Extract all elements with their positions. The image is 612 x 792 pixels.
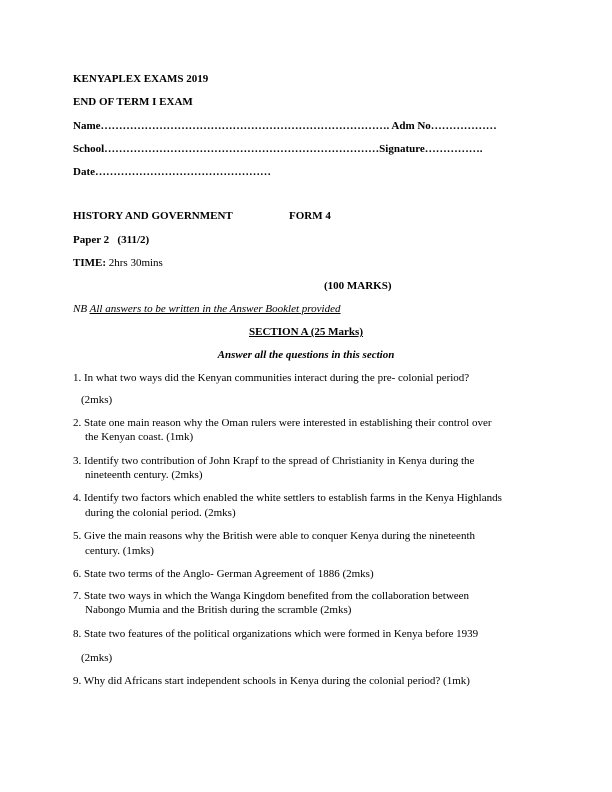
- question-2-continued: the Kenyan coast. (1mk): [85, 431, 194, 443]
- question-1: 1. In what two ways did the Kenyan communities interact during the pre- colonial period?: [73, 372, 470, 384]
- question-7: 7. State two ways in which the Wanga Kingdom benefited from the collaboration between: [73, 590, 470, 602]
- question-5: 5. Give the main reasons why the British were able to conquer Kenya during the nineteenth: [73, 530, 475, 542]
- total-marks: (100 MARKS): [324, 280, 392, 292]
- date-field-line: Date…………………………………………: [73, 166, 271, 178]
- question-8-marks: (2mks): [81, 652, 113, 664]
- nb-instruction: [73, 303, 340, 316]
- paper-number: [73, 234, 149, 247]
- question-3-continued: nineteenth century. (2mks): [85, 469, 203, 481]
- question-9: 9. Why did Africans start independent schools in Kenya during the colonial period? (1mk): [73, 675, 470, 687]
- question-5-continued: century. (1mks): [85, 545, 154, 557]
- question-4: 4. Identify two factors which enabled the white settlers to establish farms in the Kenya Highlands: [73, 492, 502, 504]
- nb-label: NB: [73, 303, 88, 315]
- question-8: 8. State two features of the political organizations which were formed in Kenya before 1939: [73, 628, 479, 640]
- section-title: SECTION A (25 Marks): [249, 326, 363, 338]
- school-field-line: School…………………………………………………………………Signature…………….: [73, 143, 483, 155]
- question-1-marks: (2mks): [81, 394, 113, 406]
- exam-term: END OF TERM I EXAM: [73, 96, 193, 108]
- name-field-line: Name……………………………………………………………………. Adm No………………: [73, 120, 497, 132]
- paper-code: (311/2): [117, 234, 150, 246]
- question-6: 6. State two terms of the Anglo- German Agreement of 1886 (2mks): [73, 568, 374, 580]
- time-label: TIME:: [73, 257, 106, 269]
- time-value: 2hrs 30mins: [108, 257, 163, 269]
- subject-title: HISTORY AND GOVERNMENT: [73, 210, 233, 222]
- time-allowed: [73, 257, 163, 270]
- paper-label: Paper 2: [73, 234, 110, 246]
- question-7-continued: Nabongo Mumia and the British during the scramble (2mks): [85, 604, 352, 616]
- section-instruction: Answer all the questions in this section: [217, 349, 395, 361]
- question-3: 3. Identify two contribution of John Krapf to the spread of Christianity in Kenya during the: [73, 455, 475, 467]
- form-label: FORM 4: [289, 210, 331, 222]
- exam-title: KENYAPLEX EXAMS 2019: [73, 73, 209, 85]
- question-4-continued: during the colonial period. (2mks): [85, 507, 236, 519]
- nb-text: All answers to be written in the Answer Booklet provided: [89, 303, 341, 315]
- question-2: 2. State one main reason why the Oman rulers were interested in establishing their control over: [73, 417, 492, 429]
